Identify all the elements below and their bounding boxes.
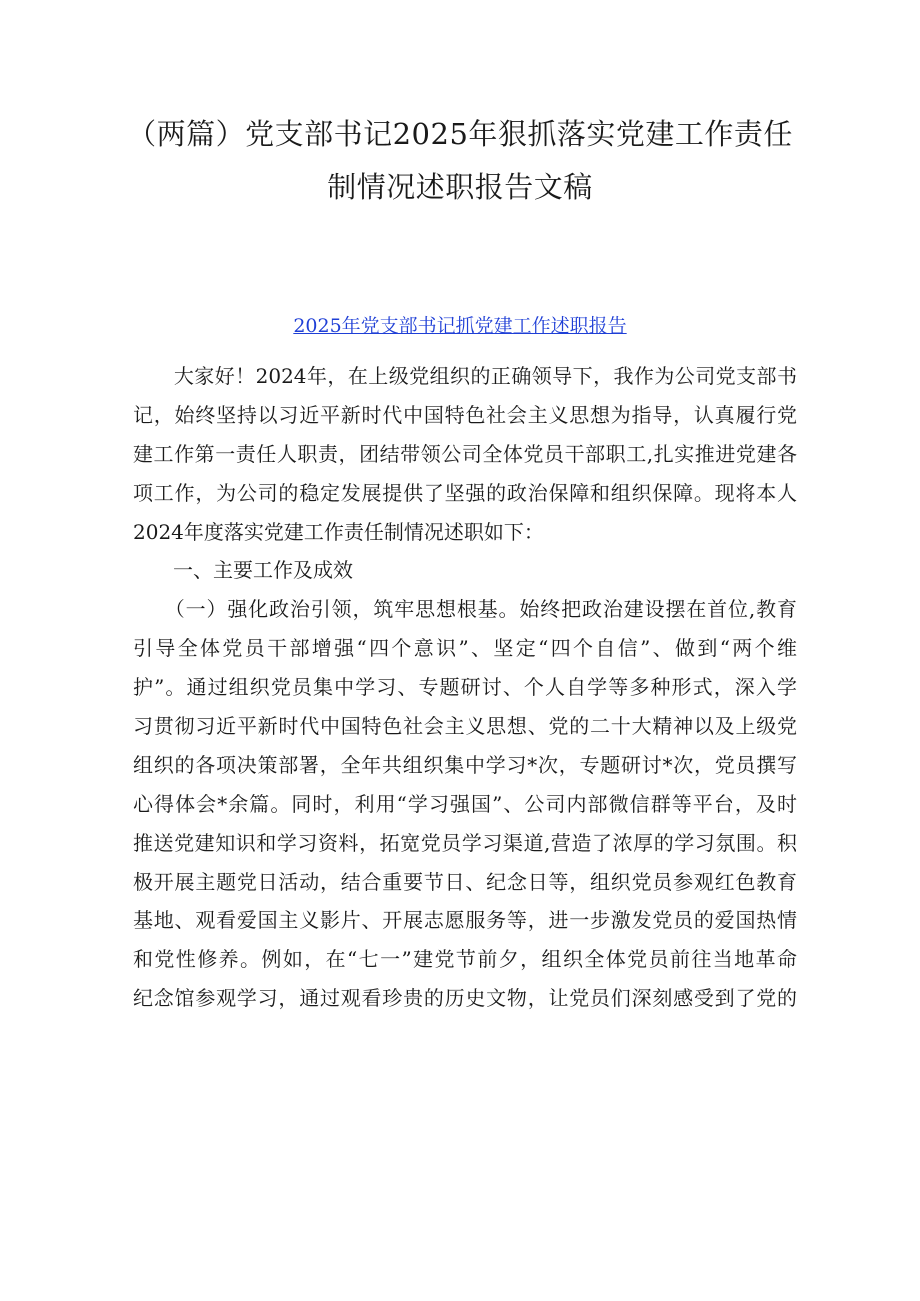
document-title	[100, 108, 820, 214]
body-line: 习贯彻习近平新时代中国特色社会主义思想、党的二十大精神以及上级党	[133, 714, 797, 739]
body-line: 推送党建知识和学习资料，拓宽党员学习渠道,营造了浓厚的学习氛围。积	[133, 830, 797, 855]
body-line: 纪念馆参观学习，通过观看珍贵的历史文物，让党员们深刻感受到了党的	[133, 986, 797, 1011]
body-line: 大家好！2024年，在上级党组织的正确领导下，我作为公司党支部书	[133, 364, 797, 388]
document-title-line-2: 制情况述职报告文稿	[327, 170, 593, 204]
body-line: 基地、观看爱国主义影片、开展志愿服务等，进一步激发党员的爱国热情	[133, 908, 797, 933]
body-line: 记，始终坚持以习近平新时代中国特色社会主义思想为指导，认真履行党	[133, 402, 797, 427]
body-line: 引导全体党员干部增强“四个意识”、坚定“四个自信”、做到“两个维	[133, 636, 797, 661]
section-heading: 一、主要工作及成效	[133, 558, 353, 583]
body-line: 项工作，为公司的稳定发展提供了坚强的政治保障和组织保障。现将本人	[133, 480, 797, 505]
body-line: 和党性修养。例如，在“七一”建党节前夕，组织全体党员前往当地革命	[133, 947, 797, 972]
body-line: 护”。通过组织党员集中学习、专题研讨、个人自学等多种形式，深入学	[133, 675, 797, 700]
body-line: 2024年度落实党建工作责任制情况述职如下：	[133, 519, 544, 544]
body-line: 心得体会*余篇。同时，利用“学习强国”、公司内部微信群等平台，及时	[133, 791, 797, 816]
document-body	[133, 357, 797, 1018]
body-line: 组织的各项决策部署，全年共组织集中学习*次，专题研讨*次，党员撰写	[133, 752, 797, 777]
body-line: 极开展主题党日活动，结合重要节日、纪念日等，组织党员参观红色教育	[133, 869, 797, 894]
section-title-link[interactable]: 2025年党支部书记抓党建工作述职报告	[293, 315, 627, 337]
body-line: 建工作第一责任人职责，团结带领公司全体党员干部职工,扎实推进党建各	[133, 441, 797, 466]
document-title-line-1: （两篇）党支部书记2025年狠抓落实党建工作责任	[127, 117, 793, 151]
body-line: （一）强化政治引领，筑牢思想根基。始终把政治建设摆在首位,教育	[133, 597, 797, 622]
